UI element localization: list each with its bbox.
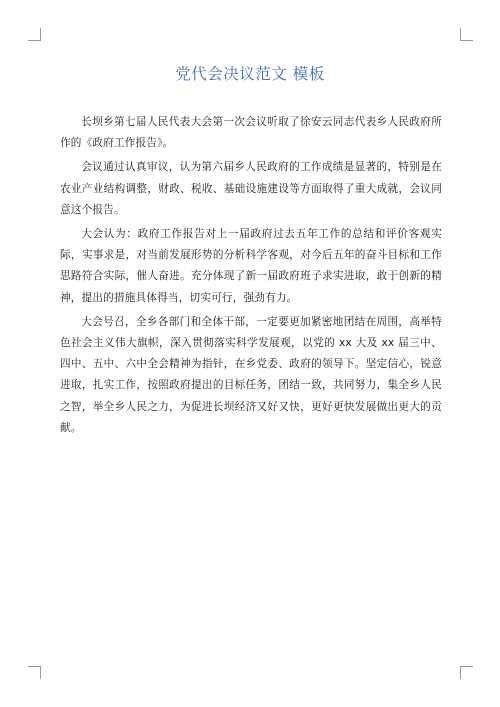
crop-mark-top-right bbox=[460, 28, 473, 41]
paragraph-review: 会议通过认真审议，认为第六届乡人民政府的工作成绩是显著的，特别是在农业产业结构调整，财政、税收、基础设施建设等方面取得了重大成就，会议同意这个报告。 bbox=[60, 161, 442, 216]
crop-mark-bottom-right bbox=[460, 666, 473, 679]
paragraph-assessment: 大会认为：政府工作报告对上一届政府过去五年工作的总结和评价客观实际，实事求是，对当前发展形势的分析科学客观，对今后五年的奋斗目标和工作思路符合实际，催人奋进。充分体现了新一届政府班子求实进取，敢于创新的精神，提出的措施具体得当，切实可行，强劲有力。 bbox=[60, 228, 442, 304]
document-title: 党代会决议范文 模板 bbox=[175, 65, 325, 83]
crop-mark-top-left bbox=[28, 28, 41, 41]
document-body bbox=[60, 112, 442, 442]
paragraph-intro: 长坝乡第七届人民代表大会第一次会议听取了徐安云同志代表乡人民政府所作的《政府工作报告》。 bbox=[60, 116, 442, 150]
paragraph-call-to-action: 大会号召，全乡各部门和全体干部，一定要更加紧密地团结在周围，高举特色社会主义伟大旗帜，深入贯彻落实科学发展观，以党的 xx 大及 xx 届三中、四中、五中、六中全会精神为指针，在乡党委、政府的领导下。坚定信心，锐意进取，扎实工作，按照政府提出的目标任务，团结一致，共同努力，集全乡人民之智，举全乡人民之力，为促进长坝经济又好又快，更好更快发展做出更大的贡献。 bbox=[60, 315, 442, 434]
crop-mark-bottom-left bbox=[28, 666, 41, 679]
